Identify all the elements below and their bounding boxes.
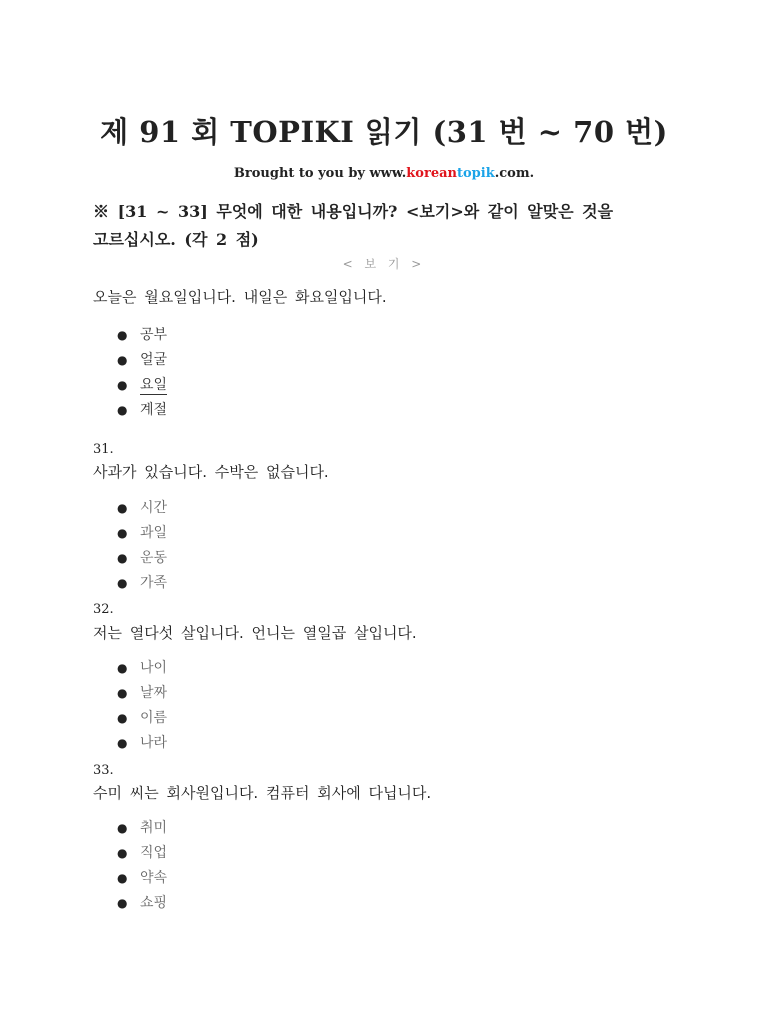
credit-korean[interactable]: korean [406,166,457,181]
list-item[interactable] [117,656,168,681]
question-33-sentence: 수미 씨는 회사원입니다. 컴퓨터 회사에 다닙니다. [93,784,432,802]
q32-option-3: 이름 [140,710,168,726]
list-item [117,348,168,373]
example-option-4: 계절 [140,402,168,418]
q31-option-2: 과일 [140,525,168,541]
instruction-line-2: 고르십시오. (각 2 점) [93,230,259,249]
question-number-32: 32. [93,602,114,617]
question-32-sentence: 저는 열다섯 살입니다. 언니는 열일곱 살입니다. [93,624,417,642]
question-number-33: 33. [93,763,114,778]
bullet-icon: ● [117,551,128,565]
list-item [117,398,168,423]
question-31-options [117,496,168,596]
list-item[interactable] [117,681,168,706]
list-item[interactable] [117,816,168,841]
bullet-icon: ● [117,328,128,342]
example-sentence: 오늘은 월요일입니다. 내일은 화요일입니다. [93,288,387,306]
bullet-icon: ● [117,661,128,675]
q33-option-3: 약속 [140,870,168,886]
example-option-2: 얼굴 [140,352,168,368]
bullet-icon: ● [117,576,128,590]
list-item[interactable] [117,731,168,756]
question-number-31: 31. [93,442,114,457]
page-title: 제 91 회 TOPIKⅠ 읽기 (31 번 ~ 70 번) [100,115,668,149]
example-options [117,323,168,423]
bullet-icon: ● [117,353,128,367]
question-32-options [117,656,168,756]
instruction-line-1: ※ [31 ~ 33] 무엇에 대한 내용입니까? <보기>와 같이 알맞은 것을 [93,202,614,221]
q33-option-4: 쇼핑 [140,895,168,911]
list-item[interactable] [117,891,168,916]
q32-option-2: 날짜 [140,685,168,701]
bullet-icon: ● [117,378,128,392]
q33-option-2: 직업 [140,845,168,861]
bullet-icon: ● [117,526,128,540]
list-item[interactable] [117,841,168,866]
bullet-icon: ● [117,501,128,515]
example-option-answer: 요일 [140,377,168,393]
bullet-icon: ● [117,736,128,750]
list-item[interactable] [117,866,168,891]
q32-option-4: 나라 [140,735,168,751]
bullet-icon: ● [117,871,128,885]
section-instruction [93,198,653,254]
credit-suffix: .com. [494,166,535,181]
list-item[interactable] [117,521,168,546]
list-item [117,373,168,398]
bullet-icon: ● [117,896,128,910]
bullet-icon: ● [117,846,128,860]
bullet-icon: ● [117,711,128,725]
example-label: < 보 기 > [342,257,426,271]
question-31-sentence: 사과가 있습니다. 수박은 없습니다. [93,463,329,481]
bullet-icon: ● [117,821,128,835]
q31-option-4: 가족 [140,575,168,591]
credit-prefix: Brought to you by www. [233,166,407,181]
bullet-icon: ● [117,403,128,417]
list-item [117,323,168,348]
question-33-options [117,816,168,916]
list-item[interactable] [117,571,168,596]
q31-option-1: 시간 [140,500,168,516]
credit-topik[interactable]: topik [456,166,495,181]
example-option-1: 공부 [140,327,168,343]
credit-line [0,166,768,181]
list-item[interactable] [117,546,168,571]
bullet-icon: ● [117,686,128,700]
list-item[interactable] [117,496,168,521]
q31-option-3: 운동 [140,550,168,566]
q32-option-1: 나이 [140,660,168,676]
list-item[interactable] [117,706,168,731]
q33-option-1: 취미 [140,820,168,836]
